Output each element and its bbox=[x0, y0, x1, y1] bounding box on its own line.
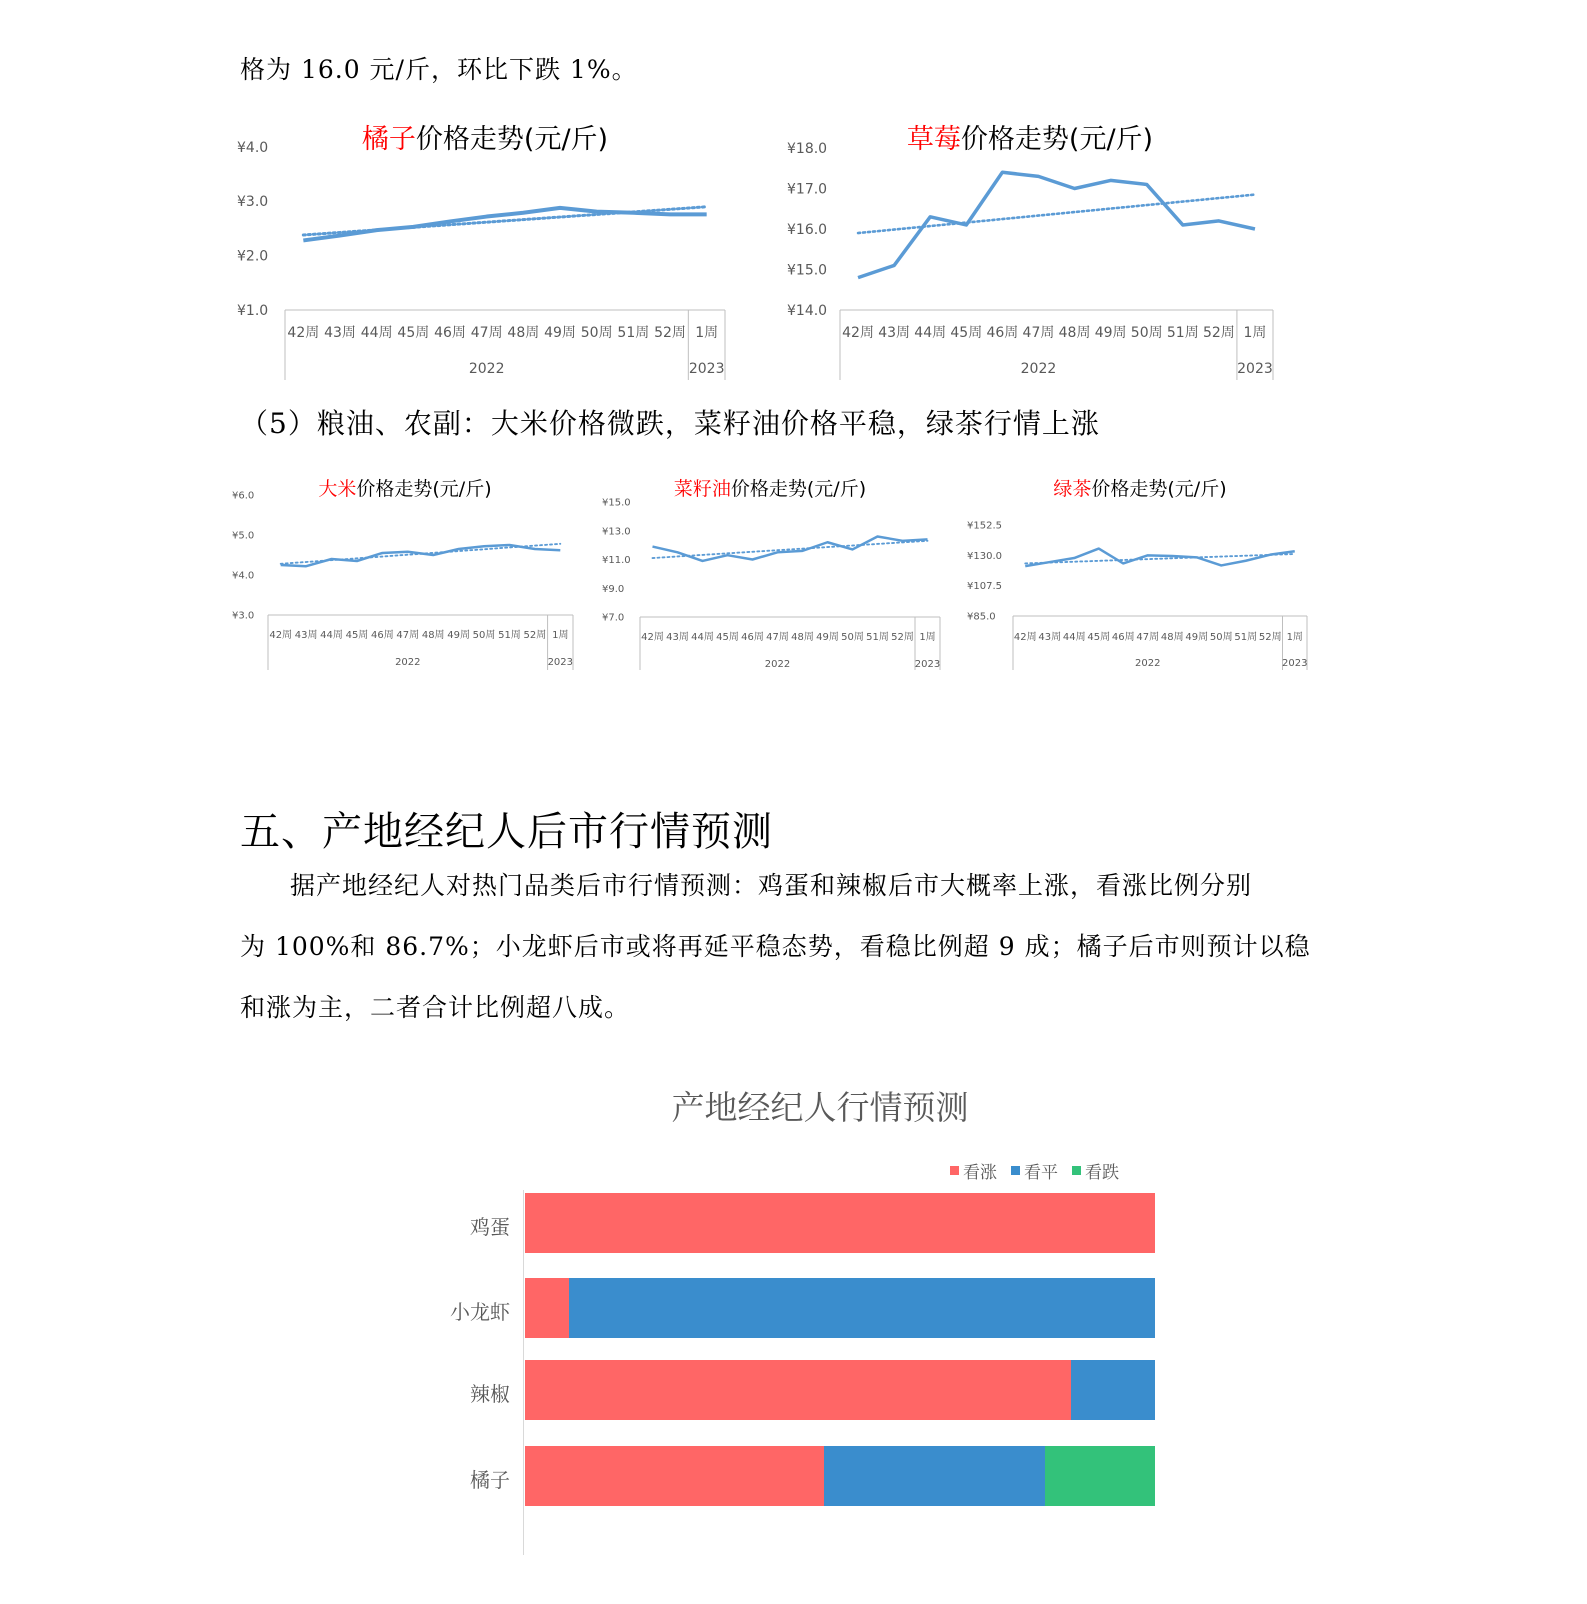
bar-segment bbox=[525, 1193, 1155, 1253]
y-tick-label: ¥4.0 bbox=[232, 570, 255, 582]
category-label: 43周 bbox=[294, 630, 318, 641]
bar-category-label: 橘子 bbox=[470, 1468, 510, 1492]
category-label: 42周 bbox=[842, 325, 874, 341]
body-line-3: 和涨为主，二者合计比例超八成。 bbox=[240, 993, 631, 1022]
y-tick-label: ¥4.0 bbox=[237, 139, 269, 156]
bar-chart-legend bbox=[950, 1158, 1119, 1183]
category-label: 46周 bbox=[741, 632, 764, 643]
legend-up: 看涨 bbox=[950, 1158, 997, 1183]
category-label: 47周 bbox=[396, 630, 420, 641]
chart-title: 绿茶价格走势(元/斤) bbox=[1053, 478, 1227, 500]
category-label: 44周 bbox=[691, 632, 714, 643]
category-label: 44周 bbox=[1062, 632, 1086, 643]
bar-segment bbox=[1045, 1446, 1155, 1506]
y-tick-label: ¥7.0 bbox=[602, 612, 625, 624]
bar-segment bbox=[525, 1446, 824, 1506]
category-label: 50周 bbox=[1209, 632, 1233, 643]
category-label: 47周 bbox=[766, 632, 789, 643]
bar-category-label: 鸡蛋 bbox=[470, 1215, 510, 1239]
bar-axis-line bbox=[523, 1190, 524, 1555]
y-tick-label: ¥107.5 bbox=[967, 581, 1002, 593]
y-tick-label: ¥85.0 bbox=[967, 611, 996, 623]
group-label: 2023 bbox=[914, 659, 941, 670]
chart-orange bbox=[235, 115, 735, 390]
bar-row bbox=[525, 1278, 1155, 1338]
category-label: 50周 bbox=[841, 632, 864, 643]
group-label: 2023 bbox=[547, 657, 574, 668]
category-label: 52周 bbox=[523, 630, 547, 641]
category-label: 1周 bbox=[552, 630, 569, 641]
category-label: 48周 bbox=[507, 325, 540, 341]
category-label: 45周 bbox=[1087, 632, 1111, 643]
category-label: 44周 bbox=[320, 630, 343, 641]
category-label: 42周 bbox=[1013, 632, 1037, 643]
category-label: 52周 bbox=[654, 325, 686, 341]
category-label: 42周 bbox=[287, 325, 320, 341]
category-label: 44周 bbox=[360, 325, 393, 341]
group-label: 2023 bbox=[1282, 658, 1308, 669]
category-label: 46周 bbox=[371, 630, 394, 641]
category-label: 48周 bbox=[791, 632, 814, 643]
category-label: 45周 bbox=[950, 325, 983, 341]
series-line bbox=[858, 172, 1255, 277]
chart-rice bbox=[230, 470, 585, 675]
category-label: 49周 bbox=[447, 630, 470, 641]
bar-row bbox=[525, 1193, 1155, 1253]
chart-title: 草莓价格走势(元/斤) bbox=[906, 124, 1154, 155]
category-label: 49周 bbox=[1094, 325, 1127, 341]
category-label: 1周 bbox=[1286, 632, 1303, 643]
group-label: 2022 bbox=[395, 657, 421, 668]
group-label: 2022 bbox=[1135, 658, 1161, 669]
category-label: 47周 bbox=[1136, 632, 1160, 643]
category-label: 49周 bbox=[544, 325, 576, 341]
legend-down: 看跌 bbox=[1072, 1158, 1119, 1183]
trend-line bbox=[858, 195, 1255, 233]
series-line bbox=[303, 208, 706, 241]
bar-segment bbox=[569, 1278, 1155, 1338]
category-label: 51周 bbox=[866, 632, 889, 643]
legend-flat: 看平 bbox=[1011, 1158, 1058, 1183]
category-label: 51周 bbox=[498, 630, 521, 641]
category-label: 52周 bbox=[1202, 325, 1235, 341]
category-label: 52周 bbox=[1258, 632, 1282, 643]
bar-segment bbox=[824, 1446, 1045, 1506]
chart-title: 大米价格走势(元/斤) bbox=[318, 478, 492, 500]
category-label: 43周 bbox=[324, 325, 356, 341]
category-label: 46周 bbox=[986, 325, 1019, 341]
category-label: 43周 bbox=[666, 632, 689, 643]
category-label: 44周 bbox=[914, 325, 947, 341]
category-label: 45周 bbox=[345, 630, 369, 641]
y-tick-label: ¥18.0 bbox=[787, 140, 828, 157]
y-tick-label: ¥14.0 bbox=[787, 302, 828, 319]
chart-green-tea bbox=[965, 470, 1315, 675]
y-tick-label: ¥3.0 bbox=[237, 194, 269, 211]
category-label: 48周 bbox=[1160, 632, 1184, 643]
forecast-bar-chart bbox=[430, 1080, 1210, 1590]
category-label: 48周 bbox=[1058, 325, 1091, 341]
subsection-heading: （5）粮油、农副：大米价格微跌，菜籽油价格平稳，绿茶行情上涨 bbox=[240, 407, 1100, 440]
chart-rapeseed-oil bbox=[600, 470, 950, 675]
category-label: 1周 bbox=[695, 325, 719, 341]
trend-line bbox=[653, 541, 928, 558]
series-line bbox=[653, 537, 928, 561]
bar-segment bbox=[1071, 1360, 1155, 1420]
y-tick-label: ¥13.0 bbox=[602, 526, 631, 538]
category-label: 47周 bbox=[470, 325, 503, 341]
category-label: 45周 bbox=[397, 325, 430, 341]
y-tick-label: ¥152.5 bbox=[967, 520, 1002, 532]
bar-category-label: 辣椒 bbox=[470, 1382, 510, 1406]
y-tick-label: ¥15.0 bbox=[602, 497, 631, 509]
group-label: 2022 bbox=[1020, 361, 1057, 377]
y-tick-label: ¥3.0 bbox=[232, 610, 255, 622]
category-label: 51周 bbox=[1166, 325, 1199, 341]
bar-chart-title: 产地经纪人行情预测 bbox=[671, 1088, 969, 1127]
category-label: 1周 bbox=[1243, 325, 1267, 341]
y-tick-label: ¥17.0 bbox=[787, 181, 828, 198]
category-label: 51周 bbox=[617, 325, 650, 341]
y-tick-label: ¥11.0 bbox=[602, 555, 631, 566]
chart-title: 橘子价格走势(元/斤) bbox=[361, 124, 609, 155]
category-label: 49周 bbox=[816, 632, 839, 643]
paragraph-continuation: 格为 16.0 元/斤，环比下跌 1%。 bbox=[240, 55, 638, 84]
category-label: 51周 bbox=[1234, 632, 1258, 643]
y-tick-label: ¥9.0 bbox=[602, 583, 625, 595]
group-label: 2023 bbox=[688, 361, 725, 377]
section-title: 五、产地经纪人后市行情预测 bbox=[240, 809, 773, 855]
category-label: 50周 bbox=[1130, 325, 1163, 341]
category-label: 42周 bbox=[269, 630, 293, 641]
category-label: 46周 bbox=[1111, 632, 1135, 643]
bar-row bbox=[525, 1446, 1155, 1506]
y-tick-label: ¥15.0 bbox=[787, 262, 828, 279]
category-label: 50周 bbox=[580, 325, 613, 341]
bar-row bbox=[525, 1360, 1155, 1420]
category-label: 47周 bbox=[1022, 325, 1055, 341]
category-label: 52周 bbox=[891, 632, 914, 643]
category-label: 49周 bbox=[1185, 632, 1209, 643]
category-label: 43周 bbox=[1038, 632, 1062, 643]
category-label: 1周 bbox=[919, 632, 936, 643]
y-tick-label: ¥6.0 bbox=[232, 490, 255, 502]
category-label: 45周 bbox=[716, 632, 739, 643]
bar-category-label: 小龙虾 bbox=[450, 1300, 510, 1324]
group-label: 2022 bbox=[468, 361, 505, 377]
y-tick-label: ¥5.0 bbox=[232, 530, 255, 542]
group-label: 2022 bbox=[764, 659, 791, 670]
series-line bbox=[281, 545, 561, 566]
chart-title: 菜籽油价格走势(元/斤) bbox=[673, 478, 867, 500]
y-tick-label: ¥130.0 bbox=[967, 550, 1002, 562]
group-label: 2023 bbox=[1237, 361, 1273, 377]
body-line-2: 为 100%和 86.7%；小龙虾后市或将再延平稳态势，看稳比例超 9 成；橘子后市则预计以稳 bbox=[240, 932, 1311, 961]
bar-segment bbox=[525, 1278, 569, 1338]
category-label: 50周 bbox=[472, 630, 496, 641]
category-label: 43周 bbox=[878, 325, 911, 341]
bar-segment bbox=[525, 1360, 1071, 1420]
category-label: 48周 bbox=[421, 630, 445, 641]
y-tick-label: ¥1.0 bbox=[237, 302, 269, 319]
y-tick-label: ¥2.0 bbox=[237, 248, 269, 265]
chart-strawberry bbox=[785, 115, 1290, 390]
category-label: 42周 bbox=[641, 632, 664, 643]
y-tick-label: ¥16.0 bbox=[787, 221, 828, 238]
body-line-1: 据产地经纪人对热门品类后市行情预测：鸡蛋和辣椒后市大概率上涨，看涨比例分别 bbox=[290, 871, 1253, 900]
series-line bbox=[1025, 549, 1295, 567]
category-label: 46周 bbox=[434, 325, 466, 341]
